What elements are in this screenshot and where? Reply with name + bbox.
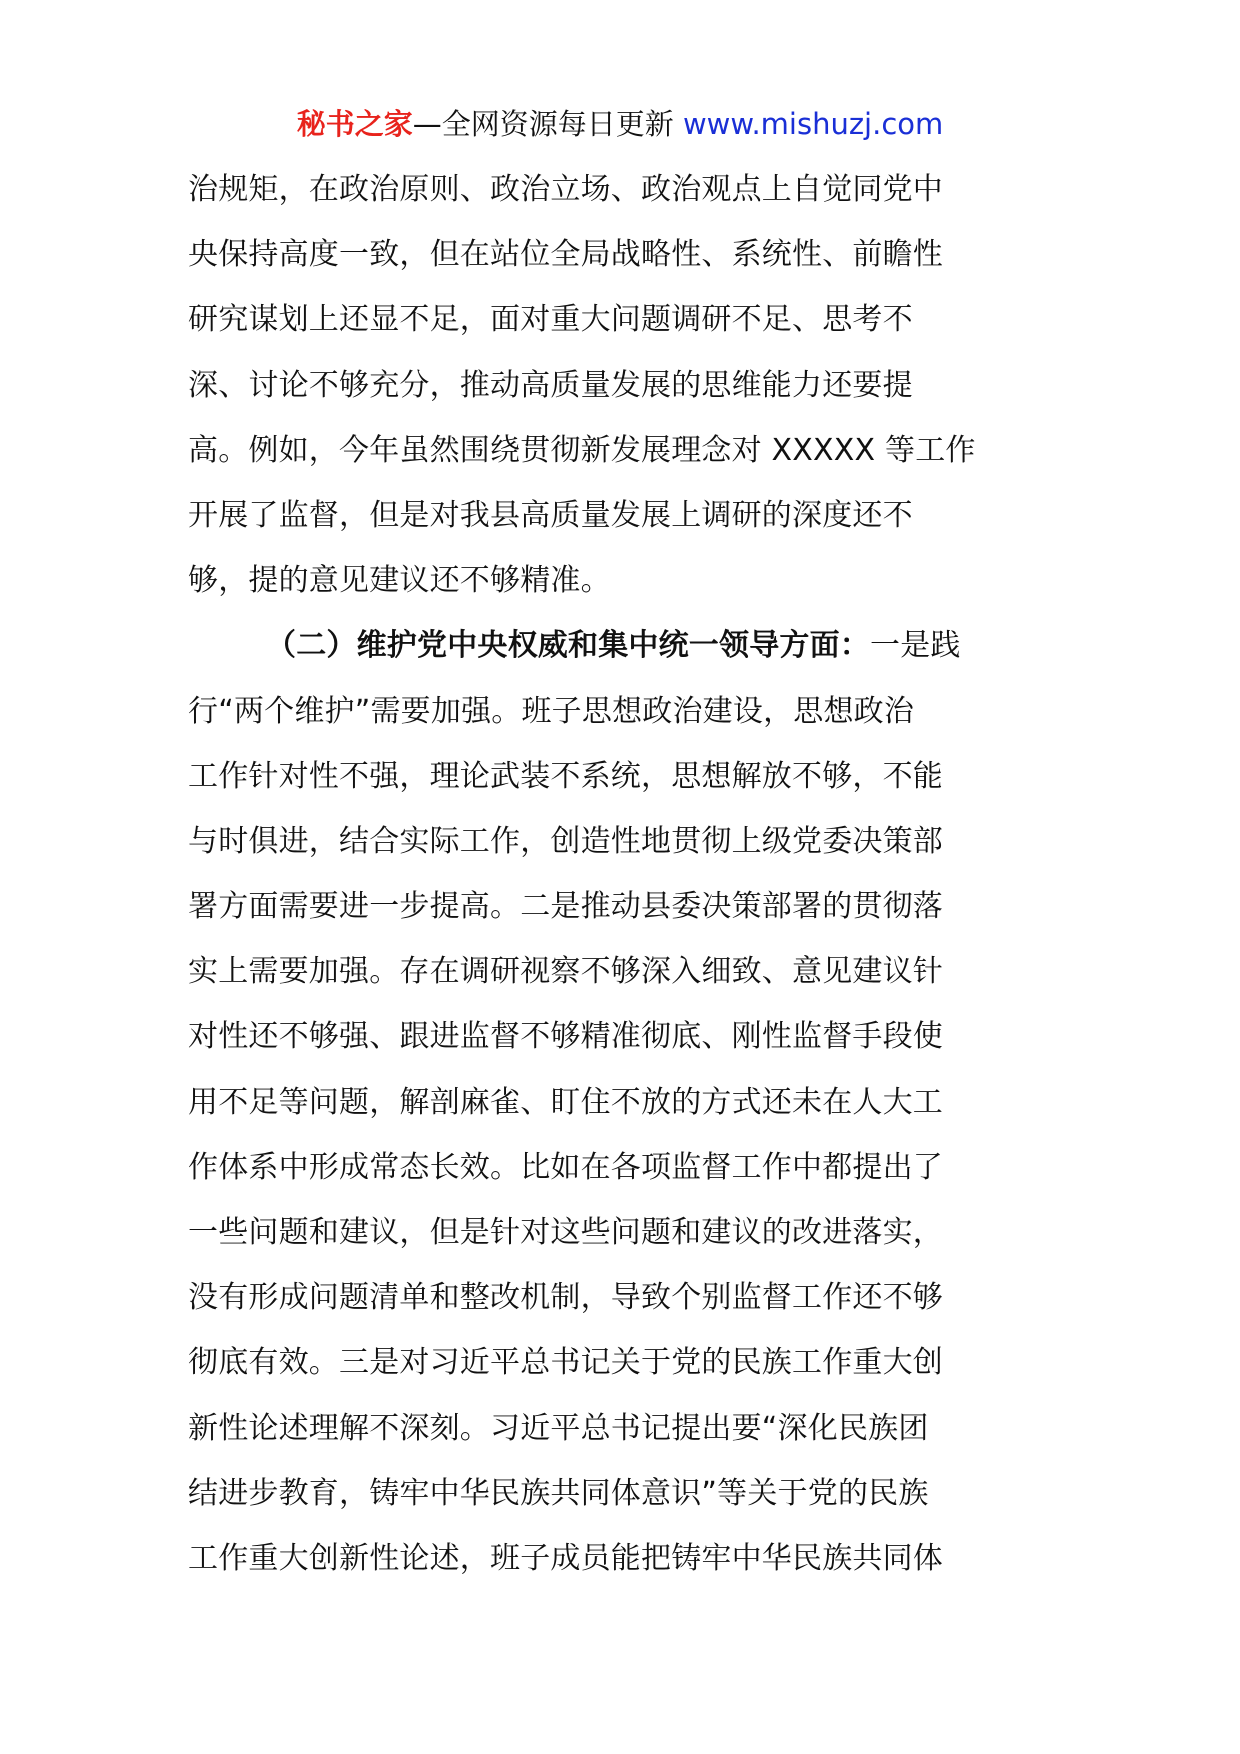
text-line: 工作重大创新性论述，班子成员能把铸牢中华民族共同体	[188, 1540, 943, 1576]
text-line: 彻底有效。三是对习近平总书记关于党的民族工作重大创	[188, 1345, 943, 1381]
text-line: 治规矩，在政治原则、政治立场、政治观点上自觉同党中	[188, 172, 943, 207]
header-tagline: —全网资源每日更新	[412, 107, 683, 141]
paragraph-section-2	[188, 613, 1068, 1591]
text-line: 深、讨论不够充分，推动高质量发展的思维能力还要提	[188, 367, 913, 403]
paragraph-continuation	[188, 157, 1068, 613]
text-line: 新性论述理解不深刻。习近平总书记提出要“深化民族团	[188, 1410, 929, 1446]
text-line: 与时俱进，结合实际工作，创造性地贯彻上级党委决策部	[188, 823, 943, 859]
document-body	[188, 157, 1068, 1591]
text-line: 工作针对性不强，理论武装不系统，思想解放不够，不能	[188, 758, 943, 794]
heading-line-rest: 一是践	[870, 628, 961, 664]
text-line: 行“两个维护”需要加强。班子思想政治建设，思想政治	[188, 693, 915, 729]
site-header	[0, 104, 1240, 144]
text-line: 用不足等问题，解剖麻雀、盯住不放的方式还未在人大工	[188, 1084, 943, 1120]
text-line: 开展了监督，但是对我县高质量发展上调研的深度还不	[188, 497, 913, 533]
text-line: 对性还不够强、跟进监督不够精准彻底、刚性监督手段使	[188, 1019, 943, 1055]
text-line: 够，提的意见建议还不够精准。	[188, 563, 611, 599]
text-line: 研究谋划上还显不足，面对重大问题调研不足、思考不	[188, 302, 913, 338]
site-url-link[interactable]: www.mishuzj.com	[682, 107, 944, 141]
section-heading: （二）维护党中央权威和集中统一领导方面：	[266, 628, 870, 664]
brand-name: 秘书之家	[296, 107, 413, 141]
text-line: 央保持高度一致，但在站位全局战略性、系统性、前瞻性	[188, 237, 943, 273]
text-line: 作体系中形成常态长效。比如在各项监督工作中都提出了	[188, 1149, 943, 1185]
text-line: 没有形成问题清单和整改机制，导致个别监督工作还不够	[188, 1280, 943, 1316]
text-line: 结进步教育，铸牢中华民族共同体意识”等关于党的民族	[188, 1475, 929, 1511]
text-line: 一些问题和建议，但是针对这些问题和建议的改进落实，	[188, 1215, 943, 1250]
text-line: 实上需要加强。存在调研视察不够深入细致、意见建议针	[188, 954, 943, 990]
text-line: 高。例如，今年虽然围绕贯彻新发展理念对 XXXXX 等工作	[188, 432, 976, 468]
section-heading-line	[188, 613, 1068, 678]
text-line: 署方面需要进一步提高。二是推动县委决策部署的贯彻落	[188, 889, 943, 925]
